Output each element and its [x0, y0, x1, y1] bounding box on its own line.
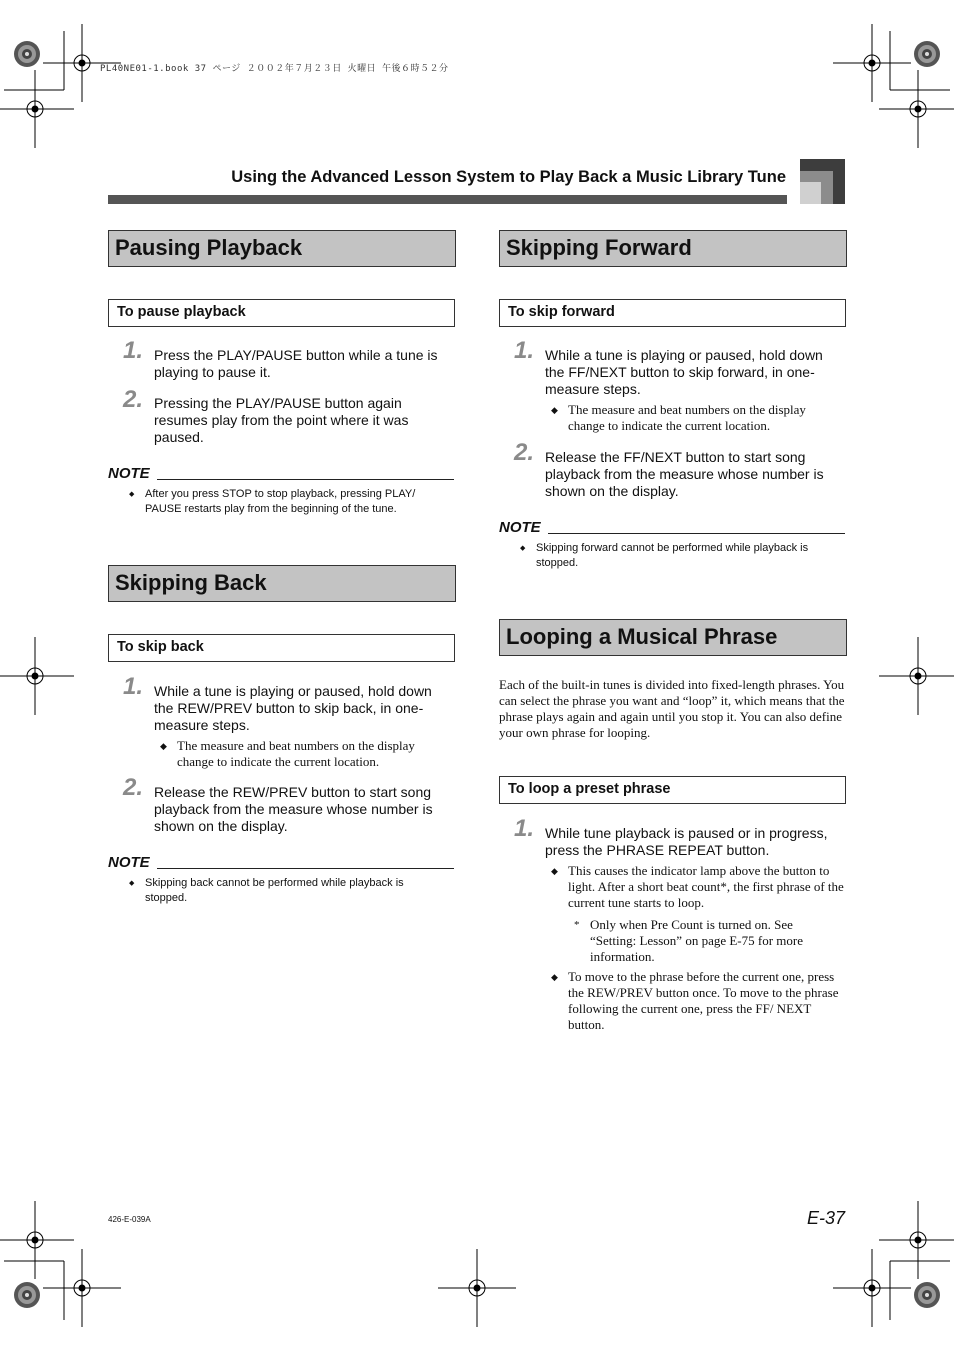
print-header: PL40NE01-1.book 37 ページ ２００２年７月２３日 火曜日 午後６時５２分: [100, 64, 449, 74]
bullet-diamond-icon: ◆: [551, 405, 558, 415]
footer-code: 426-E-039A: [108, 1215, 151, 1224]
section-title-pausing: Pausing Playback: [108, 230, 456, 267]
bullet-diamond-icon: ◆: [129, 491, 135, 498]
note-text: ◆ After you press STOP to stop playback, pressing PLAY/ PAUSE restarts play from the beginning of the tune.: [129, 488, 416, 515]
looping-intro: Each of the built-in tunes is divided into fixed-length phrases. You can select the phrase you want and “loop” it, which means that the phrase plays again and again until you stop it. You can also define your own phrase for looping.: [499, 677, 845, 740]
step-text: While tune playback is paused or in progress, press the PHRASE REPEAT button.: [545, 825, 828, 858]
bullet-diamond-icon: ◆: [551, 972, 558, 982]
bullet-diamond-icon: ◆: [129, 880, 135, 887]
section-title-skip-back: Skipping Back: [108, 565, 456, 602]
step-number: 1.: [514, 815, 535, 842]
section-title-looping: Looping a Musical Phrase: [499, 619, 847, 656]
subtitle-loop-preset: To loop a preset phrase: [499, 776, 846, 804]
step-text: While a tune is playing or paused, hold down the REW/PREV button to skip back, in one-measure steps.: [154, 683, 432, 733]
page-number: E-37: [806, 1208, 845, 1228]
subtitle-skip-forward: To skip forward: [499, 299, 846, 327]
step-number: 2.: [123, 774, 144, 801]
bullet-diamond-icon: ◆: [551, 866, 558, 876]
step-text: While a tune is playing or paused, hold down the FF/NEXT button to skip forward, in one-measure steps.: [545, 347, 823, 397]
footnote: * Only when Pre Count is turned on. See “Setting: Lesson” on page E-75 for more information.: [574, 917, 803, 964]
step-text: Release the FF/NEXT button to start song playback from the measure whose number is shown on the display.: [545, 449, 824, 499]
note-text: ◆ Skipping forward cannot be performed while playback is stopped.: [520, 542, 809, 569]
note-text: ◆ Skipping back cannot be performed while playback is stopped.: [129, 877, 404, 904]
subtitle-skip-back: To skip back: [108, 634, 455, 662]
step-text: Press the PLAY/PAUSE button while a tune is playing to pause it.: [154, 347, 438, 380]
note-label: NOTE: [499, 519, 541, 536]
asterisk-mark: *: [574, 919, 580, 931]
bullet-diamond-icon: ◆: [160, 741, 167, 751]
subtitle-pause: To pause playback: [108, 299, 455, 327]
page-header-title: Using the Advanced Lesson System to Play Back a Music Library Tune: [231, 168, 786, 186]
step-number: 1.: [123, 337, 144, 364]
note-label: NOTE: [108, 465, 150, 482]
step-text: Release the REW/PREV button to start song playback from the measure whose number is shown on the display.: [154, 784, 433, 834]
step-number: 2.: [514, 439, 535, 466]
step-text: Pressing the PLAY/PAUSE button again resumes play from the point where it was paused.: [154, 395, 409, 445]
bullet-item: ◆ This causes the indicator lamp above the button to light. After a short beat count*, the first phrase of the current tune starts to loop.: [551, 863, 844, 910]
bullet-item: ◆ The measure and beat numbers on the display change to indicate the current location.: [160, 738, 415, 769]
step-number: 1.: [123, 673, 144, 700]
step-number: 1.: [514, 337, 535, 364]
section-title-skip-forward: Skipping Forward: [499, 230, 847, 267]
step-number: 2.: [123, 386, 144, 413]
bullet-item: ◆ The measure and beat numbers on the display change to indicate the current location.: [551, 402, 806, 433]
note-label: NOTE: [108, 854, 150, 871]
bullet-item: ◆ To move to the phrase before the current one, press the REW/PREV button once. To move to the phrase following the current one, press the FF/ NEXT button.: [551, 969, 839, 1032]
bullet-diamond-icon: ◆: [520, 545, 526, 552]
